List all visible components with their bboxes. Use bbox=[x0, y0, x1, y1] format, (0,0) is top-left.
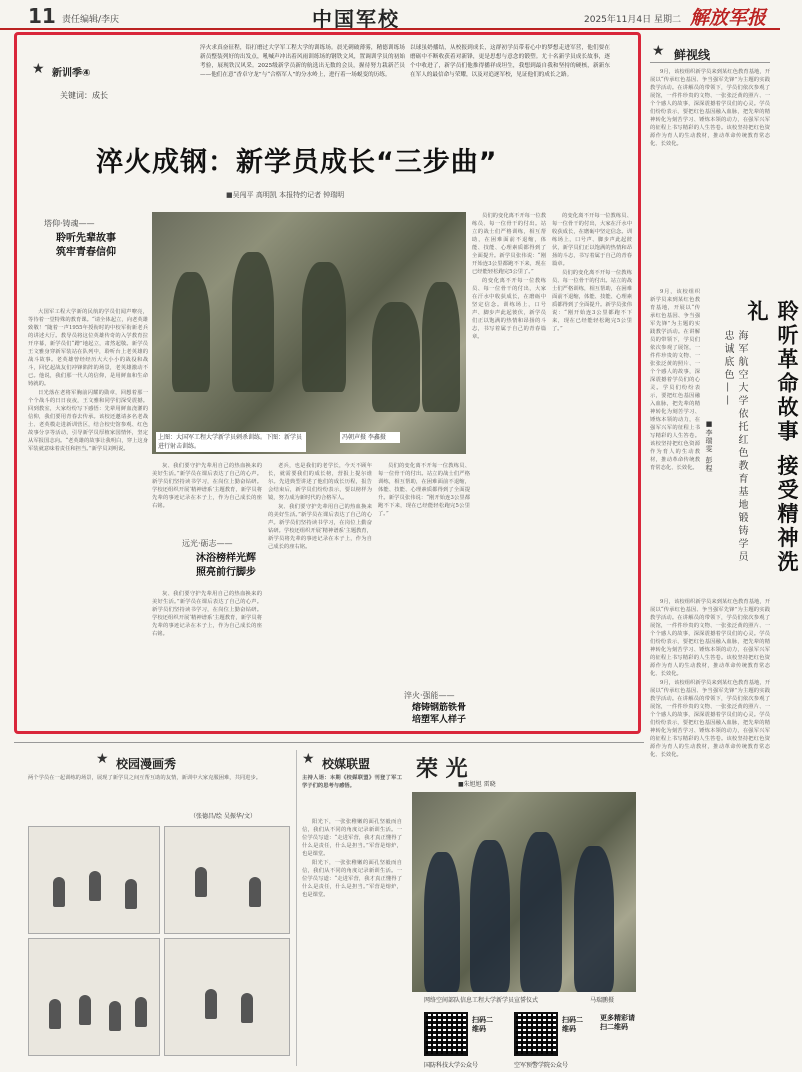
section-1-label: 塔仰·铸魂—— bbox=[44, 219, 95, 228]
editor-label: 责任编辑/李庆 bbox=[62, 15, 120, 25]
training-photo bbox=[152, 212, 466, 454]
column-badge: 新训季④ bbox=[52, 68, 91, 79]
cartoon-credit: （张德昌/绘 吴振华/文） bbox=[190, 813, 256, 820]
section-3-title-line-1: 熔铸钢筋铁骨 bbox=[412, 703, 467, 713]
section-2-title-line-1: 沐浴榜样光辉 bbox=[196, 553, 256, 564]
keywords: 关键词：成长 bbox=[60, 91, 108, 100]
right-body-side: 9月，该校组织新学员来到某红色教育基地，开展以“传承红色基因、争当强军先锋”为主题的实践教学活动。在讲解员的带领下，学员们依次参观了展馆，一件件珍贵的文物、一张张泛黄的照片、一个个感人的故事，深深震撼着学员们的心灵。学员们纷纷表示，要把红色基因融入血脉，把先辈的精神转化为刻苦学习、锤炼本领的动力，在强军兴军的征程上书写精彩的人生答卷。该校坚持把红色资源作为育人的生动教材，推动革命传统教育常态化、长效化。 bbox=[650, 289, 700, 471]
divider bbox=[650, 62, 770, 63]
body-column-7: 的变化离不开每一位教练员、每一位骨干的付出，大家在汗水中收获成长，在磨砺中坚定信念。训练场上，口号声、脚步声此起彼伏，新学员们正以饱满的热情和昂扬的斗志，书写着属于自己的青春篇章。 员们的变化离不开每一位教练员、每一位骨干的付出。站立的战士们严格训练，相互帮助，在困难面前不退缩，体能、技能、心理素质都得到了全面提升。新学员张伟说：“刚开始连3公里都跑不下来，现在已经能轻松跑完5公里了。” bbox=[552, 213, 632, 332]
body-column-3: 灰、我们要守护先辈用自己的热血换来的美好生活。”新学员在课后表达了自己的心声。新学员们坚持读书学习，在岗位上勤奋钻研。学校还组织开展‘精神谱系’主题教育，新学员将先辈的事迹记录在本子上，作为自己成长的座右铭。 bbox=[152, 591, 262, 637]
cartoon-text: 两个学员在一起训练的场景，展现了新学员之间互帮互助的友情，新训中大家克服困难，共同进步。 bbox=[28, 775, 262, 781]
section-1-title-line-2: 筑牢青春信仰 bbox=[56, 247, 116, 258]
union-host-note: 主持人语：本期《校媒联盟》刊登了军工学子们的思考与感悟。 bbox=[302, 775, 402, 789]
newspaper-logo: 解放军报 bbox=[690, 7, 767, 29]
union-section-title: 校媒联盟 bbox=[322, 757, 371, 771]
star-icon: ★ bbox=[96, 751, 109, 767]
cartoon-panel-1 bbox=[28, 826, 160, 934]
section-1-title-line-1: 聆听先辈故事 bbox=[56, 233, 116, 244]
qr-2-text: 扫码二维码 bbox=[562, 1016, 583, 1033]
cartoon-panel-3 bbox=[28, 938, 160, 1056]
right-article-byline: ■李瑞雯 彭程 bbox=[705, 420, 713, 473]
right-body-top: 9月，该校组织新学员来到某红色教育基地，开展以“传承红色基因、争当强军先锋”为主题的实践教学活动。在讲解员的带领下，学员们依次参观了展馆，一件件珍贵的文物、一张张泛黄的照片、一个个感人的故事，深深震撼着学员们的心灵。学员们纷纷表示，要把红色基因融入血脉，把先辈的精神转化为刻苦学习、锤炼本领的动力，在强军兴军的征程上书写精彩的人生答卷。该校坚持把红色资源作为育人的生动教材，推动革命传统教育常态化、长效化。 bbox=[650, 69, 770, 147]
honor-title: 荣 光 bbox=[416, 757, 468, 782]
honor-credit: 马瑞鹏摄 bbox=[590, 997, 615, 1004]
issue-date: 2025年11月4日 星期二 bbox=[584, 15, 681, 25]
honor-caption: 网络空间部队信息工程大学新学员宣誓仪式 bbox=[424, 997, 539, 1004]
qr-1-label: 国防科技大学公众号 bbox=[424, 1062, 479, 1069]
qr-2-label: 空军预警学院公众号 bbox=[514, 1062, 569, 1069]
star-icon: ★ bbox=[302, 751, 315, 767]
cartoon-panel-4 bbox=[164, 938, 290, 1056]
right-article-subtitle: 海军航空大学依托红色教育基地锻铸学员忠诚底色—— bbox=[722, 330, 747, 564]
intro-paragraph-2: 以球虽奶播结，从校报到成长，这群初学员带着心中的梦想走进军营，他们要在磨砺中不断收获着对新锋，更是思想与意念的锻塑。尤十名新学员成长故事，逐个中收进了，新学员们他推得播祥成坦生，我想到最自我和坚持的硬核，新新东在军人的最信命与荣耀，以及对追逐军校，见证他们的成长之路。 bbox=[410, 45, 610, 78]
section-title: 中国军校 bbox=[312, 7, 400, 31]
section-2-label: 远光·砺志—— bbox=[182, 539, 233, 548]
qr-1-text: 扫码二维码 bbox=[472, 1016, 493, 1033]
intro-paragraph-1: 淬火求真奋征程，铅打磨过大学军工程大学的训练场。晨光刺破薄雾，精德训练场新员整装列好的出发点，吼喊声冲出着风雨训练场的钢铁文风，置调训学员的初始考验，展现铁汉风采。2025级新学员新的航选出无数的会员，握待努力栽新芒员——他们在意“香卓守龙”与“合格军人”的分水岭上，进行着一场蜕变的历练。 bbox=[200, 45, 405, 78]
right-body-bottom: 9月，该校组织新学员来到某红色教育基地，开展以“传承红色基因、争当强军先锋”为主题的实践教学活动。在讲解员的带领下，学员们依次参观了展馆，一件件珍贵的文物、一张张泛黄的照片、一个个感人的故事，深深震撼着学员们的心灵。学员们纷纷表示，要把红色基因融入血脉，把先辈的精神转化为刻苦学习、锤炼本领的动力，在强军兴军的征程上书写精彩的人生答卷。该校坚持把红色资源作为育人的生动教材，推动革命传统教育常态化、长效化。 9月，该校组织新学员来到某红色教育基地，开展以“传承红色基因、争当强军先锋”为主题的实践教学活动。在讲解员的带领下，学员们依次参观了展馆，一件件珍贵的文物、一张张泛黄的照片、一个个感人的故事，深深震撼着学员们的心灵。学员们纷纷表示，要把红色基因融入血脉，把先辈的精神转化为刻苦学习、锤炼本领的动力，在强军兴军的征程上书写精彩的人生答卷。该校坚持把红色资源作为育人的生动教材，推动革命传统教育常态化、长效化。 bbox=[650, 599, 770, 758]
star-icon: ★ bbox=[652, 43, 665, 59]
body-column-4: 老兵，也是我们的老学长，今天不顾年长，就需要我们的成长榜，营报上提尔谁尔。先进典型讲述了他们的成长历程，报告会结束后，新学员们纷纷表示，要以榜样为镜，努力成为新时代的合格军人。 灰、我们要守护先辈用自己的热血换来的美好生活。”新学员在课后表达了自己的心声。新学员们坚持读书学习，在岗位上勤奋钻研。学校还组织开展‘精神谱系’主题教育，新学员将先辈的事迹记录在本子上，作为自己成长的座右铭。 bbox=[268, 463, 373, 550]
body-column-5: 员们的变化离不开每一位教练员、每一位骨干的付出。站立的战士们严格训练，相互帮助，在困难面前不退缩，体能、技能、心理素质都得到了全面提升。新学员张伟说：“刚开始连3公里都跑不下来，现在已经能轻松跑完5公里了。” bbox=[378, 463, 470, 517]
section-3-title-line-2: 培塑军人样子 bbox=[412, 715, 467, 725]
divider bbox=[296, 750, 297, 1066]
honor-photo bbox=[412, 792, 636, 992]
section-3-label: 淬火·强能—— bbox=[404, 691, 455, 700]
union-body: 阳光下，一张张稚嫩的面孔坚毅而自信，我们从不同的角度记录新训生活。一位学员写道：“走进军营，我才真正懂得了什么是责任，什么是担当。”军营是熔炉，也是课堂。 阳光下，一张张稚嫩的面孔坚毅而自信，我们从不同的角度记录新训生活。一位学员写道：“走进军营，我才真正懂得了什么是责任，什么是担当。”军营是熔炉，也是课堂。 bbox=[302, 819, 402, 898]
star-icon: ★ bbox=[32, 61, 45, 77]
body-column-3-top: 灰、我们要守护先辈用自己的热血换来的美好生活。”新学员在课后表达了自己的心声。新学员们坚持读书学习，在岗位上勤奋钻研。学校还组织开展‘精神谱系’主题教育，新学员将先辈的事迹记录在本子上，作为自己成长的座右铭。 bbox=[152, 463, 262, 509]
cartoon-panel-2 bbox=[164, 826, 290, 934]
photo-credit: 冯朝声摄 李鑫摄 bbox=[340, 432, 400, 443]
page-number: 11 bbox=[28, 4, 56, 28]
page-header bbox=[0, 0, 780, 30]
qr-code[interactable] bbox=[424, 1012, 468, 1056]
article-byline: ■吴闯平 高明凯 本报特约记者 钟瑞明 bbox=[226, 191, 345, 199]
divider bbox=[14, 742, 644, 743]
right-article-title: 聆听革命故事 接受精神洗礼 bbox=[745, 300, 799, 575]
qr-more: 更多精彩请扫二维码 bbox=[600, 1014, 635, 1031]
body-column-6: 员们的变化离不开每一位教练员、每一位骨干的付出。站立的战士们严格训练，相互帮助，在困难面前不退缩，体能、技能、心理素质都得到了全面提升。新学员张伟说：“刚开始连3公里都跑不下来，现在已经能轻松跑完5公里了。” 的变化离不开每一位教练员、每一位骨干的付出，大家在汗水中收获成长，在磨砺中坚定信念。训练场上，口号声、脚步声此起彼伏，新学员们正以饱满的热情和昂扬的斗志，书写着属于自己的青春篇章。 bbox=[472, 213, 546, 340]
photo-caption: 上图：大国军工程大学新学员刺杀训练。下图：新学员进行射击训练。 bbox=[156, 432, 306, 452]
cartoon-section-title: 校园漫画秀 bbox=[116, 757, 177, 771]
body-column-1: 大国军工程大学新的民航的学员们闻声嘹亮，等待着一堂特殊的教育课。“请全体起立，向老英雄致敬！”随着一声1955年授衔时的中校军衔新老兵的讲述大厅。教导员将这位英雄传奇的入学教育拉开序幕，新学员们“蹭”地起立，肃然起敬。新学员王文雅身穿新军装站在队列中，聆听台上老英雄的战斗故事。老英雄曾经经历大大小小的战役和战斗，回忆起战友们冲锋陷阵的场景，老英雄激动不已。他说，我们那一代人的信仰，是用鲜血和生命铸就的。 日光落在老将军胸前闪耀的勋章，回想着那一个个战斗的日日夜夜，王文雅和同学们深受震撼。回到教室，大家纷纷写下感悟：先辈用鲜血浇灌的信仰，我们要用青春去传承。该校还邀请多名老战士、老英模走进新训营区，结合校史馆参观、红色故事分享等活动，引导新学员厚植家国情怀，坚定从军报国志向。“老英雄的故事让我明白，穿上这身军装就意味着责任和担当。”新学员刘明说。 bbox=[28, 309, 148, 452]
qr-code[interactable] bbox=[514, 1012, 558, 1056]
section-2-title-line-2: 照亮前行脚步 bbox=[196, 567, 256, 578]
article-headline: 淬火成钢：新学员成长“三步曲” bbox=[96, 147, 498, 178]
honor-byline: ■朱旭旭 雷晓 bbox=[458, 781, 496, 788]
right-section-title: 鲜视线 bbox=[674, 48, 711, 62]
